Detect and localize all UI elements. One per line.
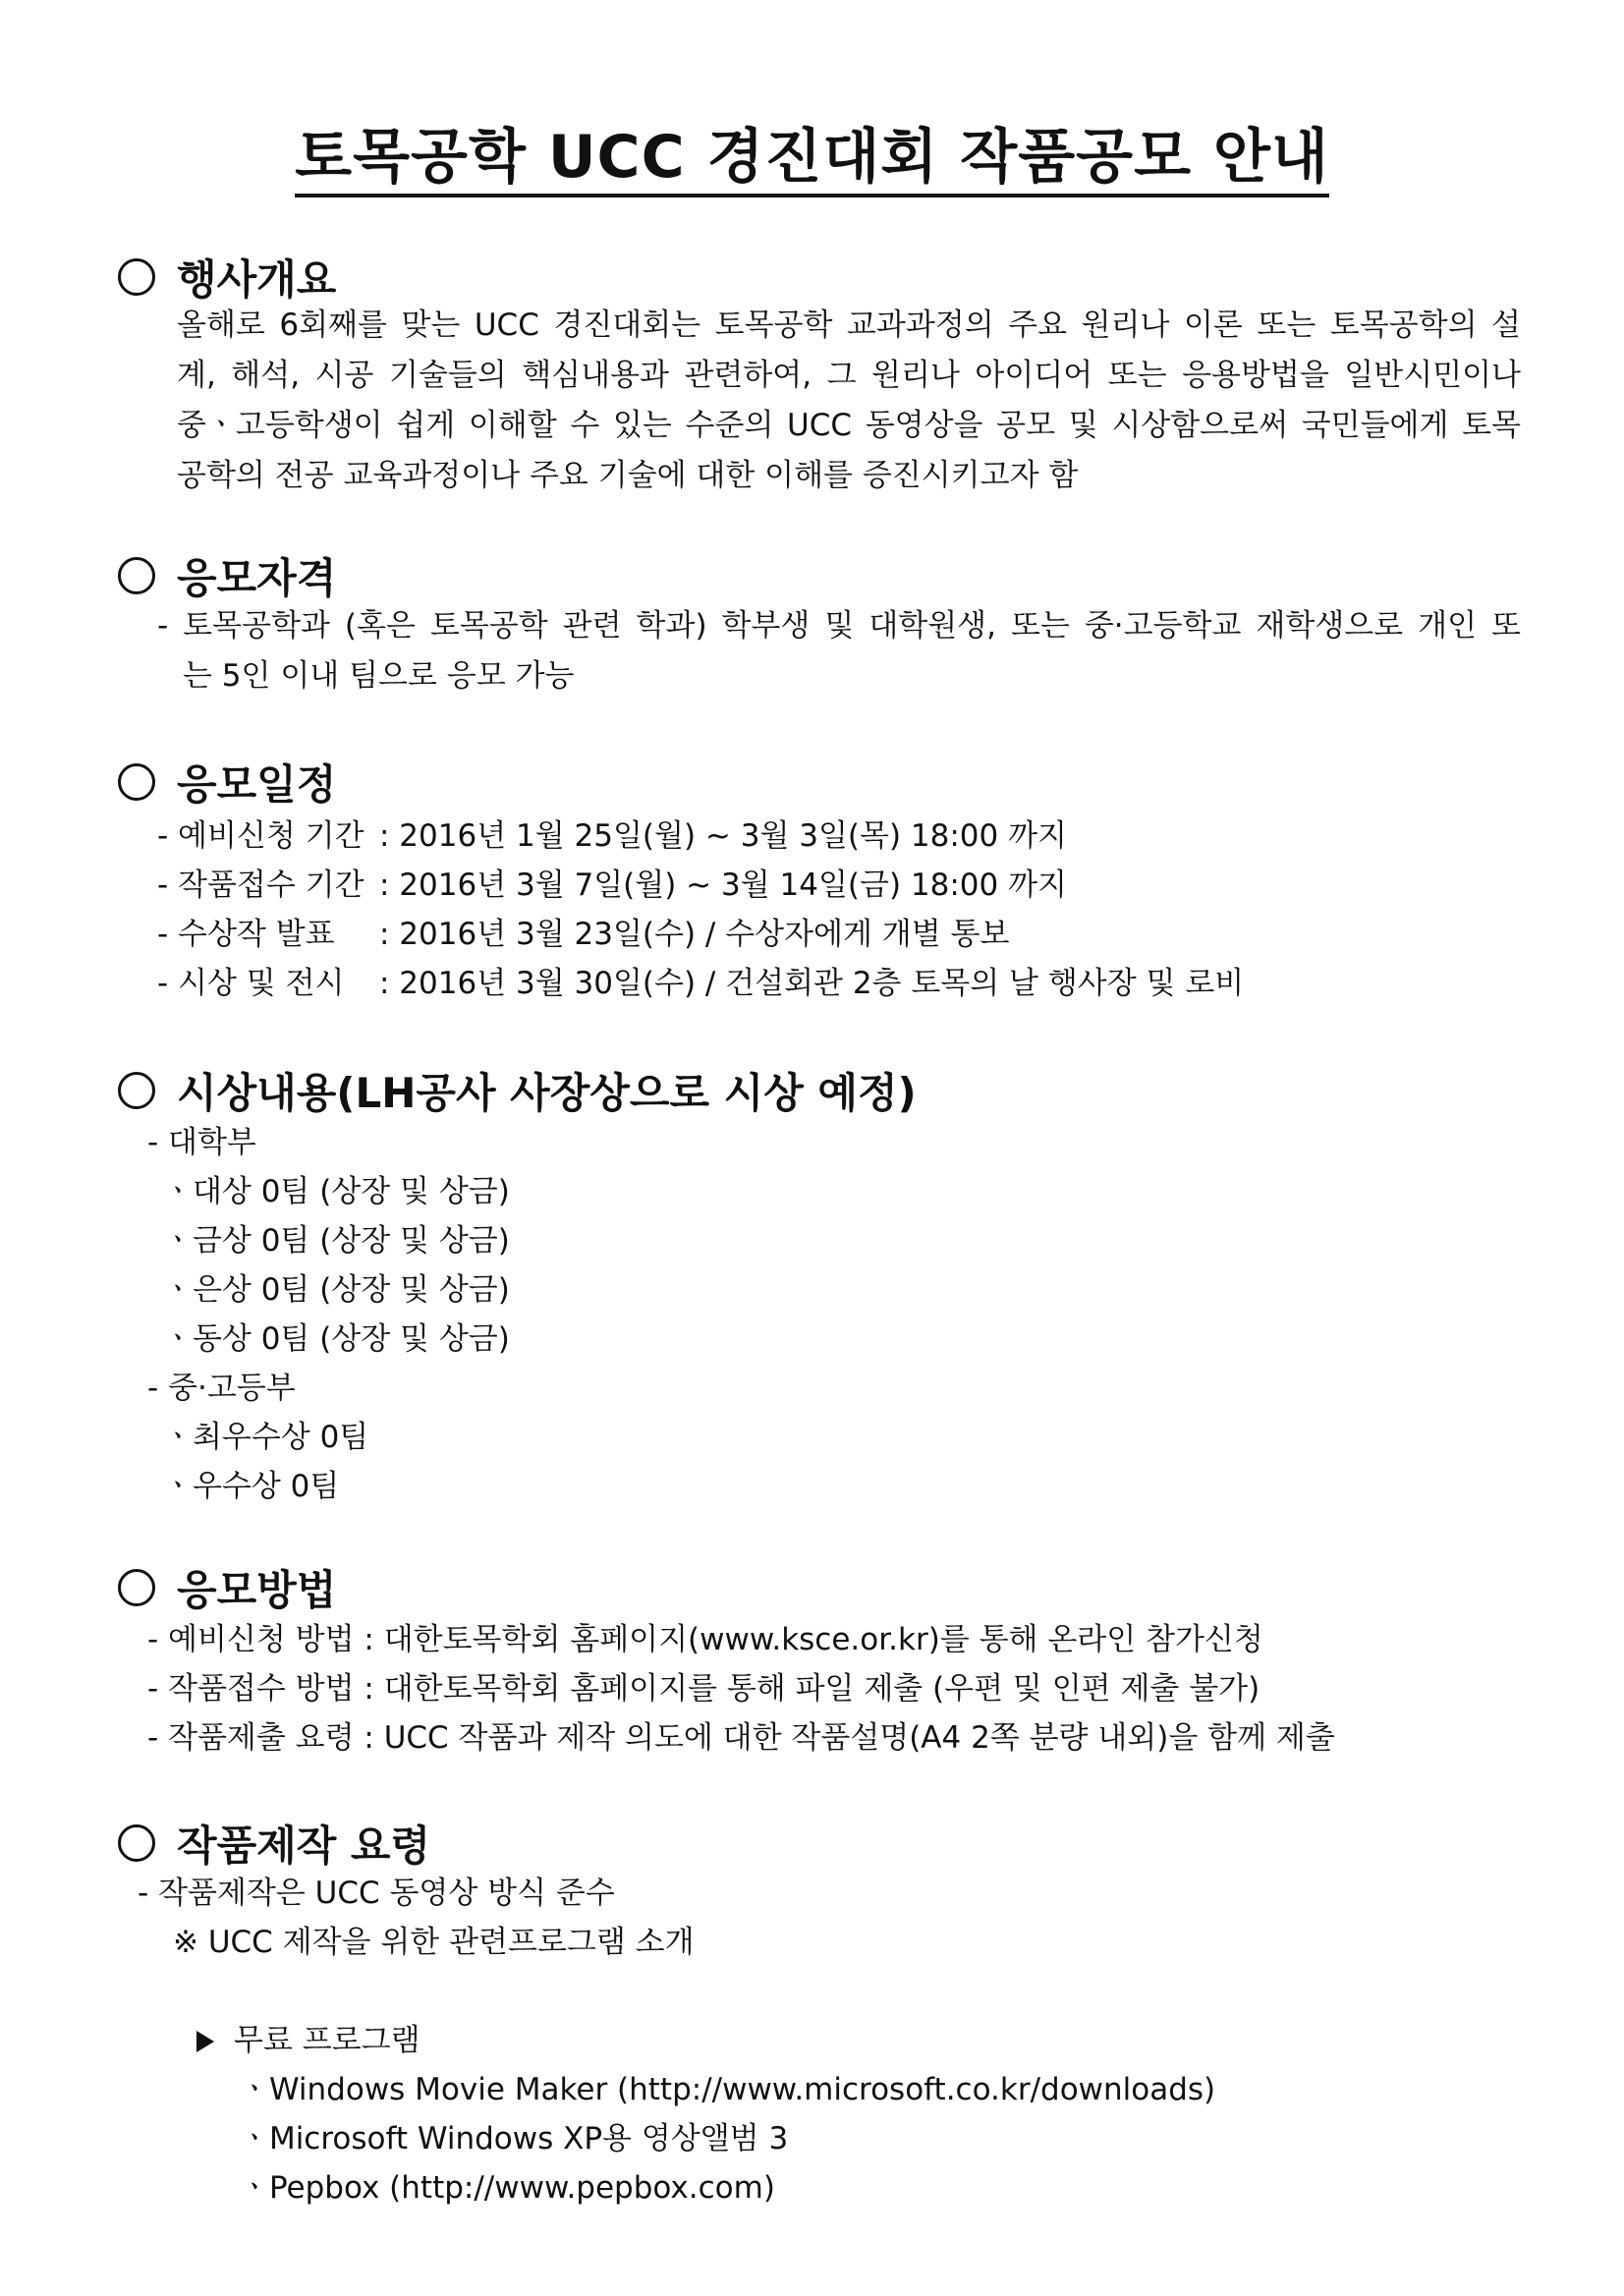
schedule-value: : 2016년 3월 23일(수) / 수상자에게 개별 통보 <box>379 917 1010 952</box>
eligibility-line: - 토목공학과 (혹은 토목공학 관련 학과) 학부생 및 대학원생, 또는 중·고등학교 재학생으로 개인 또 <box>157 608 1521 644</box>
schedule-value: : 2016년 3월 30일(수) / 건설회관 2층 토목의 날 행사장 및 로비 <box>379 966 1245 1001</box>
award-item: ㆍ우수상 0팀 <box>163 1469 340 1504</box>
method-heading <box>118 1558 336 1617</box>
schedule-label: - 시상 및 전시 <box>157 966 345 1001</box>
method-line: - 작품제출 요령 : UCC 작품과 제작 의도에 대한 작품설명(A4 2쪽 분량 내외)을 함께 제출 <box>147 1720 1335 1756</box>
award-item: ㆍ최우수상 0팀 <box>163 1420 369 1455</box>
schedule-heading <box>118 753 336 812</box>
award-item: ㆍ대상 0팀 (상장 및 상금) <box>163 1174 510 1209</box>
program-item: ㆍWindows Movie Maker (http://www.microsoft.co.kr/downloads) <box>240 2072 1216 2107</box>
eligibility-heading <box>118 546 336 605</box>
schedule-heading-text: 응모일정 <box>177 760 337 809</box>
method-line: - 예비신청 방법 : 대한토목학회 홈페이지(www.ksce.or.kr)를 통해 온라인 참가신청 <box>147 1622 1263 1657</box>
schedule-label: - 작품접수 기간 <box>157 868 364 903</box>
production-heading <box>118 1814 430 1873</box>
award-item: ㆍ동상 0팀 (상장 및 상금) <box>163 1321 510 1357</box>
eligibility-paragraph <box>157 601 1521 701</box>
awards-heading-text: 시상내용(LH공사 사장상으로 시상 예정) <box>177 1069 917 1117</box>
schedule-label: - 예비신청 기간 <box>157 818 364 854</box>
highschool-division: - 중·고등부 <box>147 1371 296 1406</box>
circle-bullet-icon <box>118 1072 155 1109</box>
free-programs-label <box>196 2023 420 2058</box>
overview-line: 계, 해석, 시공 기술들의 핵심내용과 관련하여, 그 원리나 아이디어 또는 응용방법을 일반시민이나 <box>177 358 1521 393</box>
eligibility-heading-text: 응모자격 <box>177 554 337 602</box>
schedule-row <box>157 917 1010 952</box>
overview-heading <box>118 248 336 307</box>
circle-bullet-icon <box>118 258 155 296</box>
eligibility-line: 는 5인 이내 팀으로 응모 가능 <box>183 658 575 694</box>
production-line: - 작품제작은 UCC 동영상 방식 준수 <box>138 1876 615 1911</box>
schedule-value: : 2016년 3월 7일(월) ~ 3월 14일(금) 18:00 까지 <box>379 868 1067 903</box>
free-programs-text: 무료 프로그램 <box>234 2023 420 2058</box>
overview-heading-text: 행사개요 <box>177 255 337 304</box>
method-heading-text: 응모방법 <box>177 1566 337 1614</box>
overview-line: 올해로 6회째를 맞는 UCC 경진대회는 토목공학 교과과정의 주요 원리나 이론 또는 토목공학의 설 <box>177 308 1521 343</box>
circle-bullet-icon <box>118 1569 155 1606</box>
title-text: 토목공학 UCC 경진대회 작품공모 안내 <box>295 123 1329 197</box>
award-item: ㆍ금상 0팀 (상장 및 상금) <box>163 1223 510 1259</box>
program-item: ㆍMicrosoft Windows XP용 영상앨범 3 <box>240 2121 789 2156</box>
production-heading-text: 작품제작 요령 <box>177 1821 431 1870</box>
circle-bullet-icon <box>118 1824 155 1862</box>
circle-bullet-icon <box>118 557 155 594</box>
circle-bullet-icon <box>118 763 155 801</box>
document-title <box>0 110 1624 195</box>
university-division: - 대학부 <box>147 1125 256 1160</box>
schedule-row <box>157 966 1245 1001</box>
overview-paragraph <box>177 301 1521 501</box>
production-note: ※ UCC 제작을 위한 관련프로그램 소개 <box>173 1925 695 1960</box>
schedule-label: - 수상작 발표 <box>157 917 335 952</box>
award-item: ㆍ은상 0팀 (상장 및 상금) <box>163 1272 510 1308</box>
overview-line: 중ㆍ고등학생이 쉽게 이해할 수 있는 수준의 UCC 동영상을 공모 및 시상함으로써 국민들에게 토목 <box>177 408 1521 443</box>
program-item: ㆍPepbox (http://www.pepbox.com) <box>240 2170 775 2206</box>
schedule-value: : 2016년 1월 25일(월) ~ 3월 3일(목) 18:00 까지 <box>379 818 1067 854</box>
overview-line: 공학의 전공 교육과정이나 주요 기술에 대한 이해를 증진시키고자 함 <box>177 458 1079 493</box>
method-line: - 작품접수 방법 : 대한토목학회 홈페이지를 통해 파일 제출 (우편 및 인편 제출 불가) <box>147 1671 1260 1707</box>
schedule-row <box>157 870 1067 901</box>
awards-heading <box>118 1061 917 1120</box>
triangle-bullet-icon <box>196 2031 214 2052</box>
schedule-row <box>157 818 1067 854</box>
